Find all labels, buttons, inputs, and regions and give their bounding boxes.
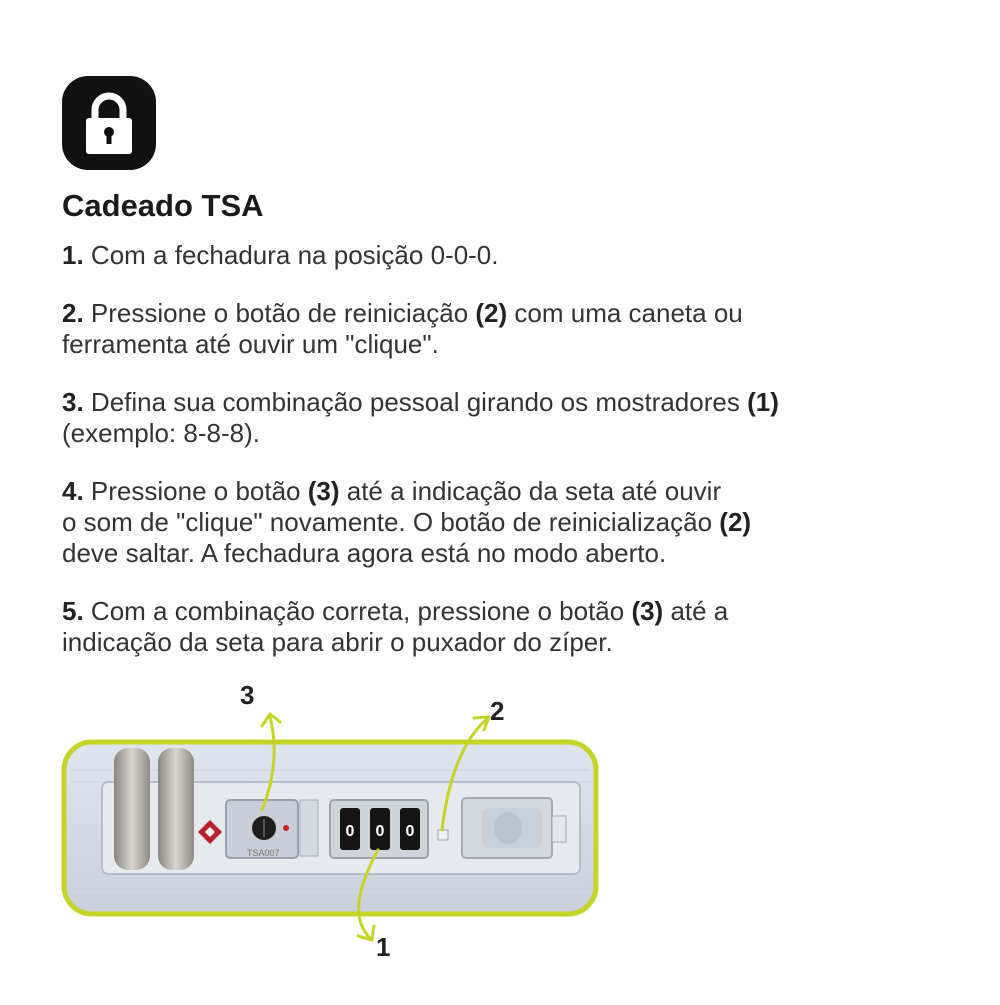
dial-1	[340, 808, 360, 850]
callout-2: 2	[490, 696, 505, 726]
tsa-code-label: TSA007	[247, 848, 280, 858]
dial-3	[400, 808, 420, 850]
zipper-handle-2	[158, 748, 194, 870]
svg-text:0: 0	[345, 823, 355, 840]
step-4: 4. Pressione o botão (3) até a indicação da seta até ouvir o som de "clique" novamente. O botão de reinicialização (2) deve saltar. A fechadura agora está no modo aberto.	[62, 476, 752, 568]
svg-text:0: 0	[375, 823, 385, 840]
step-3: 3. Defina sua combinação pessoal girando os mostradores (1) (exemplo: 8-8-8).	[62, 387, 779, 448]
reset-button-2	[438, 830, 448, 840]
lock-icon	[62, 76, 156, 170]
step-5: 5. Com a combinação correta, pressione o botão (3) até a indicação da seta para abrir o puxador do zíper.	[62, 596, 729, 657]
zipper-handle-1	[114, 748, 150, 870]
callout-3: 3	[240, 680, 255, 710]
page-title: Cadeado TSA	[62, 188, 264, 223]
step-1: 1. Com a fechadura na posição 0-0-0.	[62, 240, 499, 270]
step-2: 2. Pressione o botão de reiniciação (2) com uma caneta ou ferramenta até ouvir um "clique".	[62, 298, 743, 359]
dial-2	[370, 808, 390, 850]
lock-diagram	[0, 670, 1000, 1000]
svg-text:0: 0	[405, 823, 415, 840]
lock-badge	[62, 76, 156, 170]
callout-1: 1	[376, 932, 391, 962]
instruction-list	[62, 240, 942, 685]
